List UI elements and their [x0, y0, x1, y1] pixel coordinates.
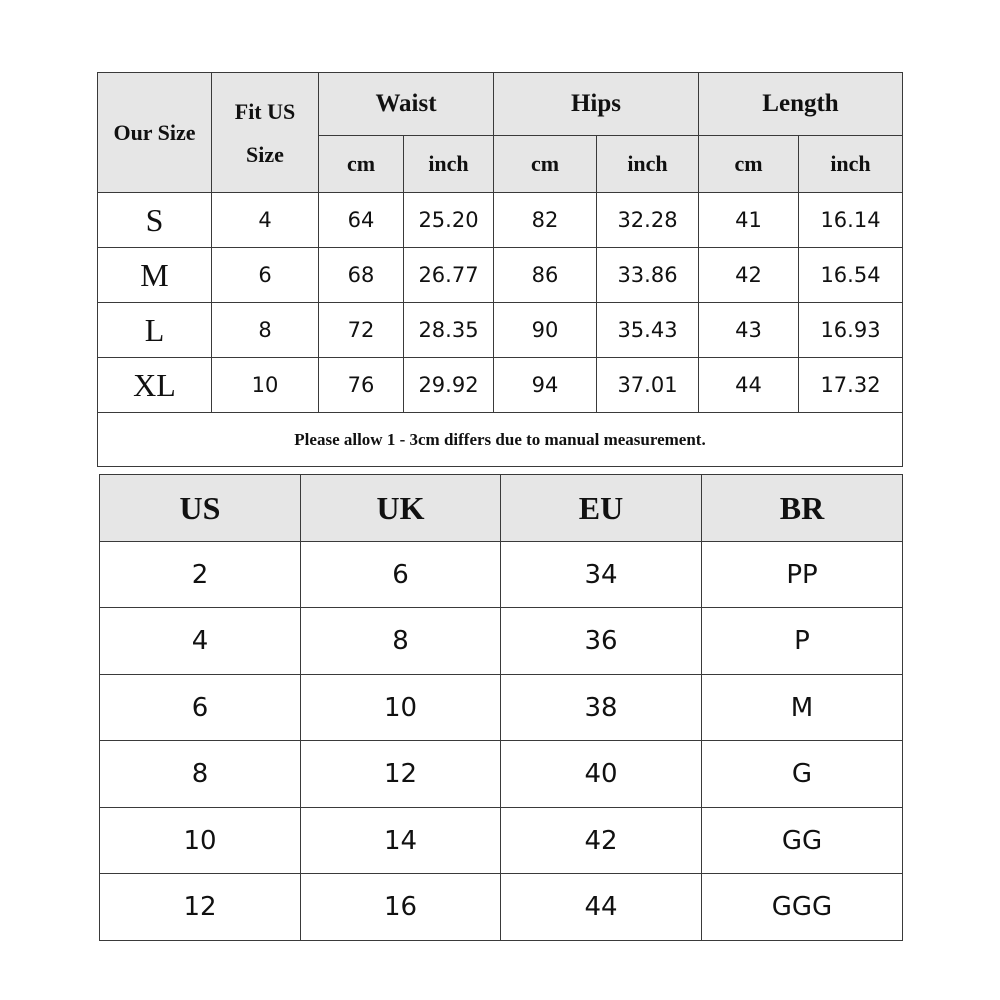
us-value: 8	[100, 741, 301, 808]
header-waist: Waist	[319, 73, 494, 136]
table-row	[98, 248, 903, 303]
us-value: 4	[100, 608, 301, 675]
fit-us-value: 6	[212, 248, 319, 303]
table-row	[100, 741, 903, 808]
header-eu: EU	[501, 475, 702, 542]
header-waist-cm: cm	[319, 136, 404, 193]
br-value: P	[702, 608, 903, 675]
uk-value: 14	[301, 808, 501, 874]
table-row	[98, 303, 903, 358]
table-row	[98, 193, 903, 248]
header-br: BR	[702, 475, 903, 542]
eu-value: 34	[501, 542, 702, 608]
hips-cm-value: 86	[494, 248, 597, 303]
size-measurement-table	[97, 72, 903, 467]
measurement-note: Please allow 1 - 3cm differs due to manual measurement.	[98, 413, 903, 467]
waist-inch-value: 25.20	[404, 193, 494, 248]
table-row	[100, 608, 903, 675]
us-value: 10	[100, 808, 301, 874]
waist-inch-value: 29.92	[404, 358, 494, 413]
us-value: 6	[100, 675, 301, 741]
fit-us-value: 8	[212, 303, 319, 358]
waist-cm-value: 64	[319, 193, 404, 248]
uk-value: 12	[301, 741, 501, 808]
waist-inch-value: 28.35	[404, 303, 494, 358]
uk-value: 10	[301, 675, 501, 741]
length-inch-value: 16.14	[799, 193, 903, 248]
size-label: XL	[98, 358, 212, 413]
uk-value: 16	[301, 874, 501, 941]
eu-value: 36	[501, 608, 702, 675]
eu-value: 42	[501, 808, 702, 874]
waist-cm-value: 72	[319, 303, 404, 358]
header-length: Length	[699, 73, 903, 136]
length-inch-value: 16.93	[799, 303, 903, 358]
table-row	[100, 808, 903, 874]
length-inch-value: 17.32	[799, 358, 903, 413]
header-our-size: Our Size	[98, 73, 212, 193]
table-row	[100, 874, 903, 941]
eu-value: 38	[501, 675, 702, 741]
hips-cm-value: 90	[494, 303, 597, 358]
length-cm-value: 42	[699, 248, 799, 303]
br-value: G	[702, 741, 903, 808]
header-hips-inch: inch	[597, 136, 699, 193]
hips-inch-value: 37.01	[597, 358, 699, 413]
length-cm-value: 44	[699, 358, 799, 413]
br-value: PP	[702, 542, 903, 608]
size-label: M	[98, 248, 212, 303]
br-value: GGG	[702, 874, 903, 941]
us-value: 12	[100, 874, 301, 941]
header-us: US	[100, 475, 301, 542]
br-value: M	[702, 675, 903, 741]
size-conversion-table	[99, 474, 903, 941]
hips-cm-value: 82	[494, 193, 597, 248]
us-value: 2	[100, 542, 301, 608]
eu-value: 44	[501, 874, 702, 941]
uk-value: 8	[301, 608, 501, 675]
br-value: GG	[702, 808, 903, 874]
fit-us-value: 10	[212, 358, 319, 413]
length-inch-value: 16.54	[799, 248, 903, 303]
header-length-inch: inch	[799, 136, 903, 193]
header-waist-inch: inch	[404, 136, 494, 193]
header-length-cm: cm	[699, 136, 799, 193]
length-cm-value: 41	[699, 193, 799, 248]
header-hips: Hips	[494, 73, 699, 136]
table-row	[100, 542, 903, 608]
waist-inch-value: 26.77	[404, 248, 494, 303]
fit-us-value: 4	[212, 193, 319, 248]
size-label: L	[98, 303, 212, 358]
hips-inch-value: 35.43	[597, 303, 699, 358]
header-uk: UK	[301, 475, 501, 542]
uk-value: 6	[301, 542, 501, 608]
table-row	[100, 675, 903, 741]
eu-value: 40	[501, 741, 702, 808]
length-cm-value: 43	[699, 303, 799, 358]
waist-cm-value: 76	[319, 358, 404, 413]
table-row	[98, 358, 903, 413]
header-hips-cm: cm	[494, 136, 597, 193]
header-fit-us-size: Fit US Size	[212, 73, 319, 193]
waist-cm-value: 68	[319, 248, 404, 303]
size-label: S	[98, 193, 212, 248]
hips-cm-value: 94	[494, 358, 597, 413]
hips-inch-value: 32.28	[597, 193, 699, 248]
hips-inch-value: 33.86	[597, 248, 699, 303]
